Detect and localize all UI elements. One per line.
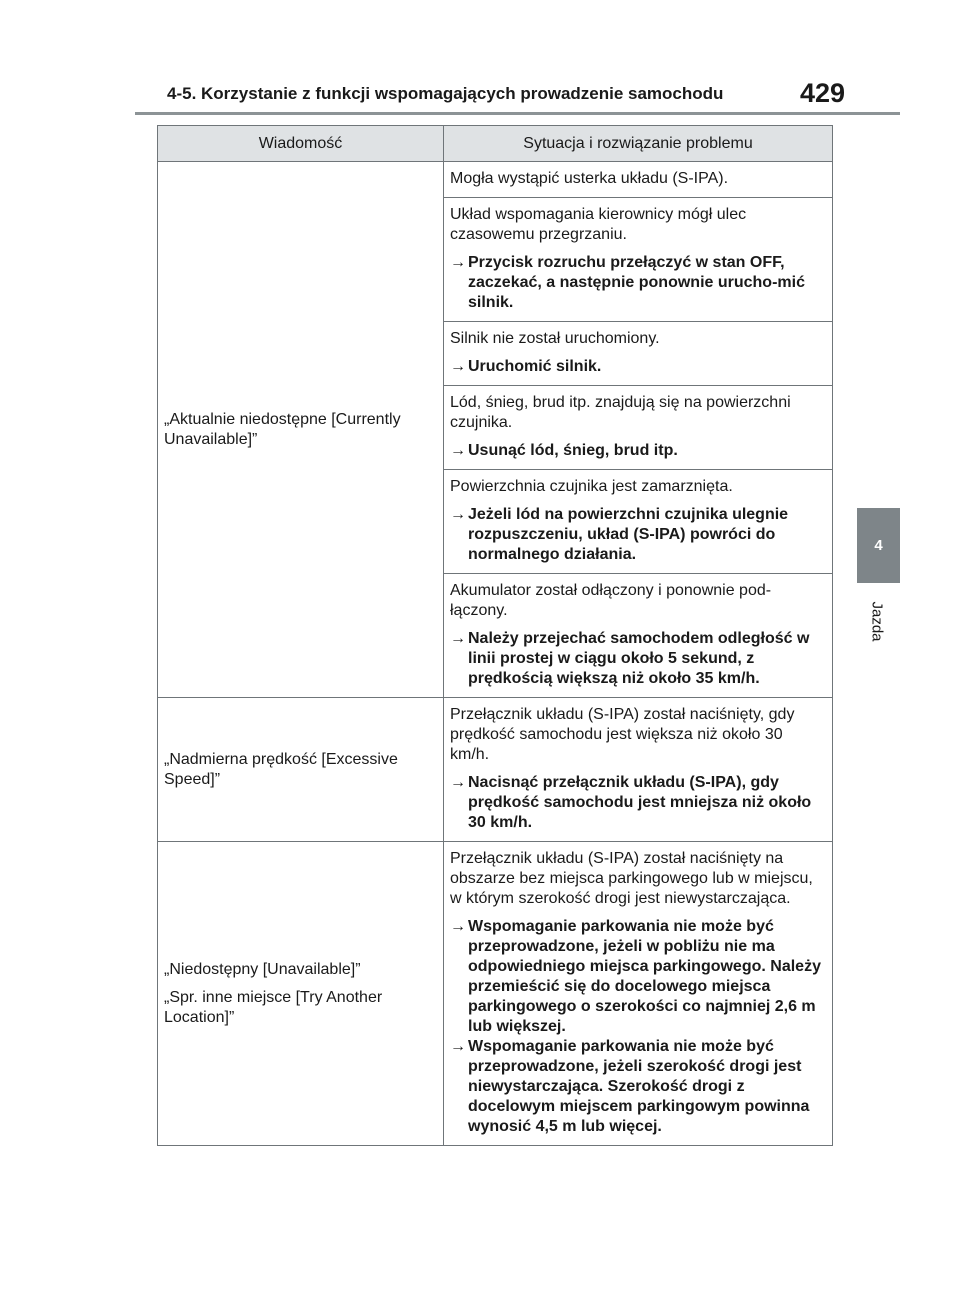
message-cell bbox=[158, 842, 444, 1146]
arrow-icon: → bbox=[450, 630, 466, 647]
solution-text: Jeżeli lód na powierzchni czujnika ulegnie rozpuszczeniu, układ (S-IPA) powróci do normalnego działania. bbox=[468, 506, 789, 563]
situation-text: Układ wspomagania kierownicy mógł ulec czasowemu przegrzaniu. bbox=[450, 206, 747, 243]
situation-cell bbox=[444, 698, 833, 842]
solution-item bbox=[450, 917, 826, 1037]
situation-text: Powierzchnia czujnika jest zamarznięta. bbox=[450, 478, 733, 495]
solution-item bbox=[450, 773, 826, 833]
arrow-icon: → bbox=[450, 774, 466, 791]
situation-cell bbox=[444, 842, 833, 1146]
message-table bbox=[157, 125, 833, 1146]
message-text: „Spr. inne miejsce [Try Another Location]” bbox=[164, 988, 383, 1026]
table-row bbox=[158, 842, 833, 1146]
situation-cell bbox=[444, 162, 833, 198]
situation-cell bbox=[444, 574, 833, 698]
solution-text: Przycisk rozruchu przełączyć w stan OFF, zaczekać, a następnie ponownie urucho-mić silnik. bbox=[468, 254, 805, 311]
solution-item bbox=[450, 1037, 826, 1137]
situation-cell bbox=[444, 322, 833, 386]
arrow-icon: → bbox=[450, 358, 466, 375]
message-text: „Aktualnie niedostępne [Currently Unavailable]” bbox=[164, 410, 401, 448]
situation-text: Silnik nie został uruchomiony. bbox=[450, 330, 660, 347]
message-cell bbox=[158, 698, 444, 842]
page-number: 429 bbox=[800, 78, 846, 108]
solution-item bbox=[450, 441, 826, 461]
arrow-icon: → bbox=[450, 506, 466, 523]
situation-text: Akumulator został odłączony i ponownie pod-łączony. bbox=[450, 582, 772, 619]
arrow-icon: → bbox=[450, 254, 466, 271]
message-text: „Nadmierna prędkość [Excessive Speed]” bbox=[164, 750, 398, 788]
chapter-tab[interactable]: 4 bbox=[857, 508, 900, 583]
solution-text: Należy przejechać samochodem odległość w linii prostej w ciągu około 5 sekund, z prędkością większą niż około 35 km/h. bbox=[468, 630, 810, 687]
solution-text: Wspomaganie parkowania nie może być przeprowadzone, jeżeli w pobliżu nie ma odpowiedniego miejsca parkingowego. Należy przemieścić się do docelowego miejsca parkingowego o szerokości co najmniej 2,6 m lub większej. bbox=[468, 918, 821, 1035]
section-title: 4-5. Korzystanie z funkcji wspomagających prowadzenie samochodu bbox=[167, 84, 724, 103]
chapter-label: Jazda bbox=[868, 600, 886, 642]
solution-item bbox=[450, 253, 826, 313]
solution-text: Usunąć lód, śnieg, brud itp. bbox=[468, 442, 678, 459]
solution-text: Wspomaganie parkowania nie może być przeprowadzone, jeżeli szerokość drogi jest niewystarczająca. Szerokość drogi z docelowym miejscem parkingowym powinna wynosić 4,5 m lub więcej. bbox=[468, 1038, 810, 1135]
solution-text: Nacisnąć przełącznik układu (S-IPA), gdy prędkość samochodu jest mniejsza niż około 30 km/h. bbox=[468, 774, 812, 831]
column-header-situation: Sytuacja i rozwiązanie problemu bbox=[444, 126, 833, 162]
solution-text: Uruchomić silnik. bbox=[468, 358, 602, 375]
situation-text: Lód, śnieg, brud itp. znajdują się na powierzchni czujnika. bbox=[450, 394, 791, 431]
solution-item bbox=[450, 505, 826, 565]
solution-item bbox=[450, 357, 826, 377]
column-header-message: Wiadomość bbox=[158, 126, 444, 162]
message-cell bbox=[158, 162, 444, 698]
table-header-row bbox=[158, 126, 833, 162]
arrow-icon: → bbox=[450, 1038, 466, 1055]
header-rule bbox=[135, 112, 900, 115]
solution-item bbox=[450, 629, 826, 689]
situation-text: Mogła wystąpić usterka układu (S-IPA). bbox=[450, 170, 729, 187]
situation-text: Przełącznik układu (S-IPA) został naciśnięty na obszarze bez miejsca parkingowego lub w miejscu, w którym szerokość drogi jest niewystarczająca. bbox=[450, 850, 813, 907]
message-text: „Niedostępny [Unavailable]” bbox=[164, 960, 361, 978]
table-row bbox=[158, 698, 833, 842]
situation-cell bbox=[444, 198, 833, 322]
arrow-icon: → bbox=[450, 918, 466, 935]
situation-text: Przełącznik układu (S-IPA) został naciśnięty, gdy prędkość samochodu jest większa niż około 30 km/h. bbox=[450, 706, 795, 763]
situation-cell bbox=[444, 386, 833, 470]
arrow-icon: → bbox=[450, 442, 466, 459]
table-row bbox=[158, 162, 833, 198]
situation-cell bbox=[444, 470, 833, 574]
